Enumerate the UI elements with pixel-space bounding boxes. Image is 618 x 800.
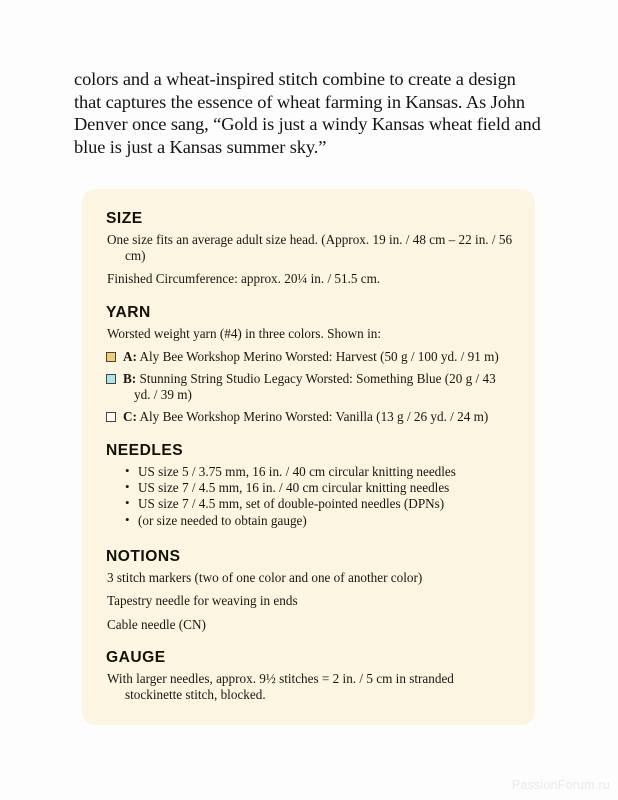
section-gauge <box>106 640 513 703</box>
needles-list-item: • US size 7 / 4.5 mm, set of double-pointed needles (DPNs) <box>125 496 513 512</box>
yarn-intro: Worsted weight yarn (#4) in three colors. Shown in: <box>107 325 381 341</box>
yarn-color-label: A: <box>123 348 137 364</box>
size-line-2: Finished Circumference: approx. 20¼ in. / 51.5 cm. <box>107 271 381 287</box>
needles-list <box>106 464 513 530</box>
yarn-color-list <box>106 349 513 426</box>
yarn-color-row <box>106 371 513 403</box>
section-heading-needles: NEEDLES <box>106 441 184 459</box>
section-yarn <box>106 295 513 426</box>
yarn-color-label: C: <box>123 409 137 425</box>
section-heading-size: SIZE <box>106 210 143 227</box>
yarn-color-desc: Aly Bee Workshop Merino Worsted: Vanilla (13 g / 26 yd. / 24 m) <box>136 409 489 425</box>
gauge-line-1: With larger needles, approx. 9½ stitches = 2 in. / 5 cm in stranded stockinette stitch, blocked. <box>107 670 454 703</box>
intro-paragraph: colors and a wheat-inspired stitch combine to create a design that captures the essence of wheat farming in Kansas. As John Denver once sang, “Gold is just a windy Kansas wheat field and blue is just a Kansas summer sky.” <box>74 69 541 157</box>
yarn-color-row <box>106 409 513 425</box>
section-needles <box>106 433 513 530</box>
yarn-color-text <box>123 371 513 403</box>
notions-line-3: Cable needle (CN) <box>107 616 206 632</box>
yarn-color-desc: Stunning String Studio Legacy Worsted: Something Blue (20 g / 43 yd. / 39 m) <box>134 371 496 403</box>
section-size <box>106 201 513 288</box>
size-line-1: One size fits an average adult size head. (Approx. 19 in. / 48 cm – 22 in. / 56 cm) <box>107 232 513 264</box>
yarn-color-text <box>123 409 488 425</box>
needles-list-item: • US size 7 / 4.5 mm, 16 in. / 40 cm circular knitting needles <box>125 480 513 496</box>
section-heading-yarn: YARN <box>106 303 151 321</box>
section-heading-gauge: GAUGE <box>106 648 166 666</box>
yarn-color-label: B: <box>123 371 137 387</box>
yarn-swatch-a-icon <box>106 352 116 362</box>
yarn-color-row <box>106 349 513 365</box>
notions-line-2: Tapestry needle for weaving in ends <box>107 593 298 609</box>
section-heading-notions: NOTIONS <box>106 548 181 566</box>
yarn-swatch-c-icon <box>106 412 116 422</box>
needles-list-item: • US size 5 / 3.75 mm, 16 in. / 40 cm circular knitting needles <box>125 464 513 480</box>
watermark: PassionForum.ru <box>511 778 610 792</box>
yarn-swatch-b-icon <box>106 374 116 384</box>
notions-line-1: 3 stitch markers (two of one color and one of another color) <box>107 570 423 586</box>
section-notions <box>106 539 513 633</box>
needles-list-item: • (or size needed to obtain gauge) <box>125 513 513 529</box>
yarn-color-desc: Aly Bee Workshop Merino Worsted: Harvest (50 g / 100 yd. / 91 m) <box>136 348 499 364</box>
materials-card <box>82 189 535 725</box>
yarn-color-text <box>123 349 499 365</box>
